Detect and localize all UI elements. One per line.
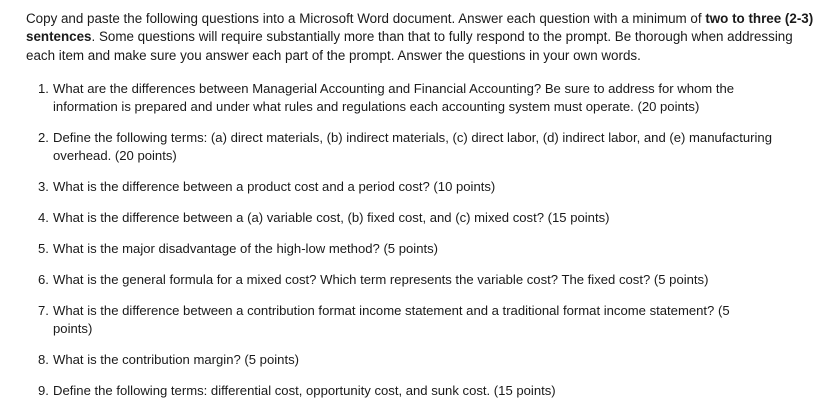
question-item-7 <box>38 302 798 338</box>
question-item-9 <box>38 382 798 400</box>
question-item-3 <box>38 178 798 196</box>
question-number: 5. <box>38 241 49 256</box>
question-item-2 <box>38 129 798 165</box>
question-text: What is the contribution margin? (5 points) <box>53 352 299 367</box>
question-number: 9. <box>38 383 49 398</box>
question-number: 7. <box>38 303 49 318</box>
question-text: What is the difference between a (a) variable cost, (b) fixed cost, and (c) mixed cost? (15 points) <box>53 210 610 225</box>
question-list <box>38 80 798 400</box>
question-number: 6. <box>38 272 49 287</box>
question-item-1 <box>38 80 798 116</box>
question-text: What is the difference between a product cost and a period cost? (10 points) <box>53 179 496 194</box>
question-text: Define the following terms: (a) direct materials, (b) indirect materials, (c) direct labor, (d) indirect labor, and (e) manufacturing overhead. (20 points) <box>53 130 772 163</box>
question-text: Define the following terms: differential cost, opportunity cost, and sunk cost. (15 points) <box>53 383 556 398</box>
question-number: 1. <box>38 81 49 96</box>
question-number: 3. <box>38 179 49 194</box>
instructions-text-part2: . Some questions will require substantially more than that to fully respond to the prompt. Be thorough when addressing each item and make sure you answer each part of the prompt. Answer the questions in your own words. <box>26 29 793 63</box>
question-number: 4. <box>38 210 49 225</box>
instructions-bold-requirement: two to three (2-3) sentences <box>26 11 814 45</box>
question-text: What is the difference between a contribution format income statement and a traditional format income statement? (5 points) <box>53 303 730 336</box>
question-number: 8. <box>38 352 49 367</box>
question-item-8 <box>38 351 798 369</box>
question-text: What is the general formula for a mixed cost? Which term represents the variable cost? The fixed cost? (5 points) <box>53 272 709 287</box>
question-item-4 <box>38 209 798 227</box>
instructions-text-part1: Copy and paste the following questions into a Microsoft Word document. Answer each question with a minimum of <box>26 11 706 26</box>
instructions-paragraph <box>26 10 816 65</box>
question-item-5 <box>38 240 798 258</box>
question-number: 2. <box>38 130 49 145</box>
question-item-6 <box>38 271 798 289</box>
question-text: What is the major disadvantage of the high-low method? (5 points) <box>53 241 439 256</box>
question-text: What are the differences between Managerial Accounting and Financial Accounting? Be sure to address for whom the information is prepared and under what rules and regulations each accounting system must operate. (20 points) <box>53 81 735 114</box>
document-page <box>26 10 816 398</box>
